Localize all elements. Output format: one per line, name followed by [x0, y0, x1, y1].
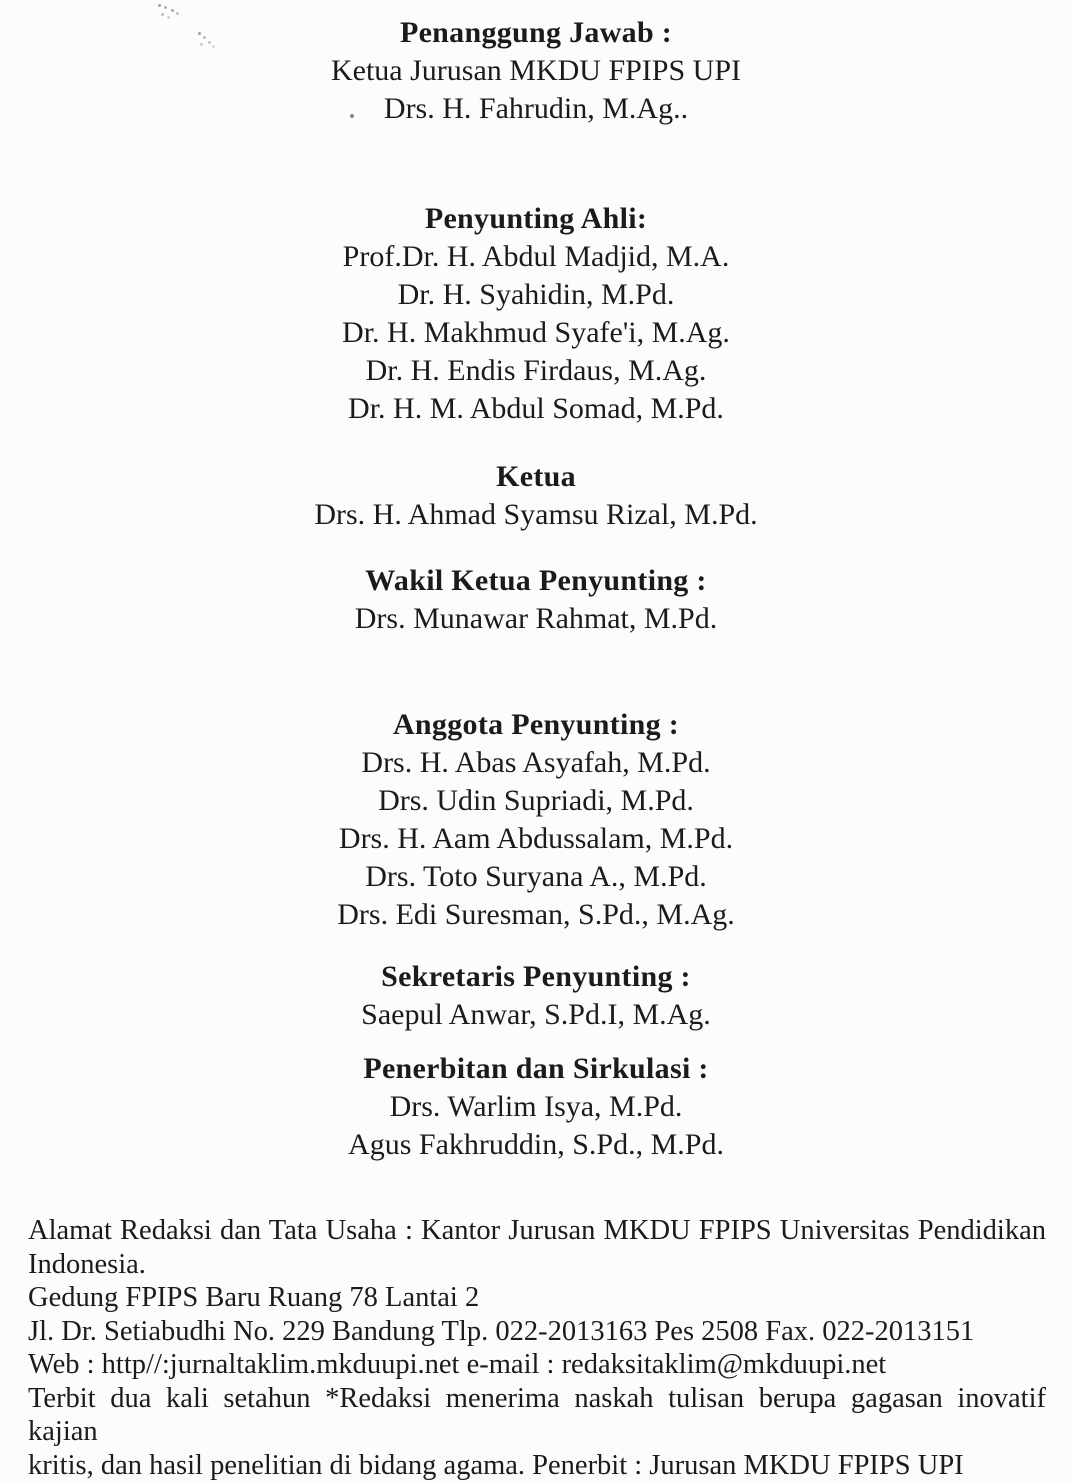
member-name: Drs. Warlim Isya, M.Pd. — [0, 1088, 1072, 1126]
footer-line-terbit: Terbit dua kali setahun *Redaksi menerima naskah tulisan berupa gagasan inovatif kajian — [28, 1382, 1046, 1449]
address-and-publication-info — [0, 1214, 1072, 1482]
member-name: Dr. H. M. Abdul Somad, M.Pd. — [0, 390, 1072, 428]
member-name: Drs. H. Abas Asyafah, M.Pd. — [0, 744, 1072, 782]
section-heading: Anggota Penyunting : — [0, 706, 1072, 744]
member-name: Saepul Anwar, S.Pd.I, M.Ag. — [0, 996, 1072, 1034]
section-penerbitan-dan-sirkulasi — [0, 1050, 1072, 1164]
member-name: Drs. H. Fahrudin, M.Ag.. — [0, 90, 1072, 128]
member-name: Dr. H. Syahidin, M.Pd. — [0, 276, 1072, 314]
footer-line-web-email: Web : http//:jurnaltaklim.mkduupi.net e-mail : redaksitaklim@mkduupi.net — [28, 1348, 1046, 1382]
footer-line-jalan-telepon: Jl. Dr. Setiabudhi No. 229 Bandung Tlp. 022-2013163 Pes 2508 Fax. 022-2013151 — [28, 1315, 1046, 1349]
member-name: Prof.Dr. H. Abdul Madjid, M.A. — [0, 238, 1072, 276]
section-heading: Ketua — [0, 458, 1072, 496]
section-heading: Sekretaris Penyunting : — [0, 958, 1072, 996]
footer-line-alamat: Alamat Redaksi dan Tata Usaha : Kantor Jurusan MKDU FPIPS Universitas Pendidikan — [28, 1214, 1046, 1248]
section-sekretaris-penyunting — [0, 958, 1072, 1034]
scan-artifact — [350, 114, 354, 118]
member-name: Ketua Jurusan MKDU FPIPS UPI — [0, 52, 1072, 90]
section-penyunting-ahli — [0, 200, 1072, 428]
editorial-board — [0, 14, 1072, 1164]
section-wakil-ketua-penyunting — [0, 562, 1072, 638]
footer-line-terbit-cont: kritis, dan hasil penelitian di bidang agama. Penerbit : Jurusan MKDU FPIPS UPI — [28, 1449, 1046, 1482]
section-heading: Wakil Ketua Penyunting : — [0, 562, 1072, 600]
member-name: Drs. Edi Suresman, S.Pd., M.Ag. — [0, 896, 1072, 934]
member-name: Dr. H. Endis Firdaus, M.Ag. — [0, 352, 1072, 390]
section-penanggung-jawab — [0, 14, 1072, 128]
section-heading: Penerbitan dan Sirkulasi : — [0, 1050, 1072, 1088]
section-ketua — [0, 458, 1072, 534]
section-heading: Penanggung Jawab : — [0, 14, 1072, 52]
member-name: Drs. H. Ahmad Syamsu Rizal, M.Pd. — [0, 496, 1072, 534]
member-name: Drs. H. Aam Abdussalam, M.Pd. — [0, 820, 1072, 858]
member-name: Drs. Toto Suryana A., M.Pd. — [0, 858, 1072, 896]
footer-line-alamat-cont: Indonesia. — [28, 1248, 1046, 1282]
member-name: Dr. H. Makhmud Syafe'i, M.Ag. — [0, 314, 1072, 352]
member-name: Drs. Munawar Rahmat, M.Pd. — [0, 600, 1072, 638]
section-heading: Penyunting Ahli: — [0, 200, 1072, 238]
member-name: Drs. Udin Supriadi, M.Pd. — [0, 782, 1072, 820]
scan-artifact — [158, 4, 161, 7]
scan-artifact — [198, 32, 201, 35]
member-name: Agus Fakhruddin, S.Pd., M.Pd. — [0, 1126, 1072, 1164]
footer-line-gedung: Gedung FPIPS Baru Ruang 78 Lantai 2 — [28, 1281, 1046, 1315]
section-anggota-penyunting — [0, 706, 1072, 934]
